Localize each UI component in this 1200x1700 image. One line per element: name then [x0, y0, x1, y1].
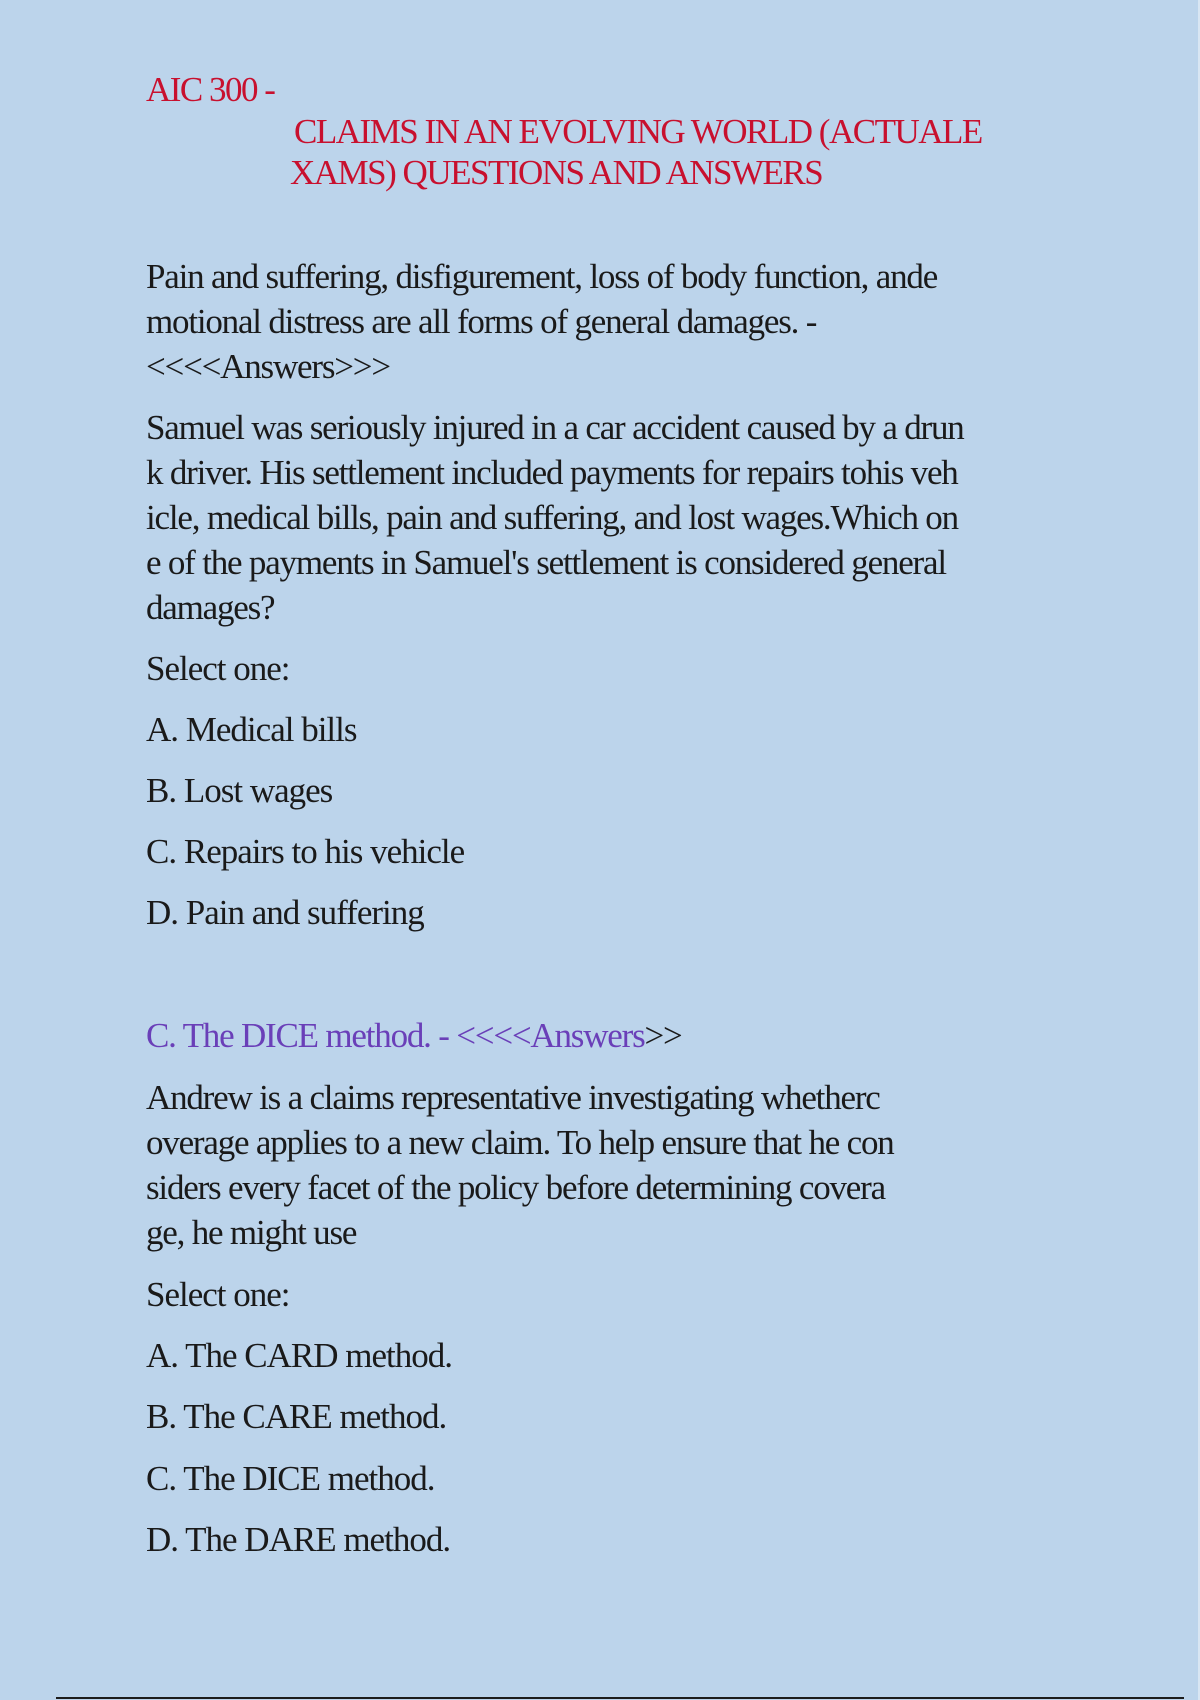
- option-d: D. The DARE method.: [146, 1520, 451, 1559]
- question-line: overage applies to a new claim. To help ensure that he con: [146, 1123, 894, 1162]
- option-a: A. The CARD method.: [146, 1336, 453, 1375]
- select-one-prompt: Select one:: [146, 649, 290, 688]
- statement-general-damages: [146, 254, 937, 389]
- option-d: D. Pain and suffering: [146, 893, 424, 932]
- question-line: k driver. His settlement included payments for repairs tohis veh: [146, 453, 958, 492]
- title-line-1: CLAIMS IN AN EVOLVING WORLD (ACTUALE: [294, 112, 982, 151]
- statement-line: motional distress are all forms of general damages. -: [146, 302, 817, 341]
- question-samuel: [146, 405, 964, 630]
- statement-line: Pain and suffering, disfigurement, loss of body function, ande: [146, 257, 938, 296]
- select-one-prompt: Select one:: [146, 1275, 290, 1314]
- answer-text: C. The DICE method. - <<<<Answers: [146, 1016, 645, 1055]
- question-line: damages?: [146, 588, 275, 627]
- option-a: A. Medical bills: [146, 710, 357, 749]
- title-line-2: XAMS) QUESTIONS AND ANSWERS: [290, 153, 823, 192]
- question-line: ge, he might use: [146, 1213, 357, 1252]
- bottom-divider: [56, 1697, 1184, 1699]
- question-line: icle, medical bills, pain and suffering, and lost wages.Which on: [146, 498, 958, 537]
- question-line: Andrew is a claims representative investigating whetherc: [146, 1078, 880, 1117]
- statement-line: <<<<Answers>>>: [146, 347, 390, 386]
- question-line: e of the payments in Samuel's settlement is considered general: [146, 543, 946, 582]
- document-title: [290, 111, 1090, 193]
- answer-tail: >>: [644, 1016, 682, 1055]
- question-andrew: [146, 1075, 894, 1255]
- question-line: Samuel was seriously injured in a car accident caused by a drun: [146, 408, 964, 447]
- option-b: B. The CARE method.: [146, 1397, 447, 1436]
- option-c: C. The DICE method.: [146, 1459, 435, 1498]
- course-code: AIC 300 -: [146, 70, 275, 109]
- option-b: B. Lost wages: [146, 771, 333, 810]
- question-line: siders every facet of the policy before determining covera: [146, 1168, 885, 1207]
- answer-dice: [146, 1013, 682, 1058]
- option-c: C. Repairs to his vehicle: [146, 832, 465, 871]
